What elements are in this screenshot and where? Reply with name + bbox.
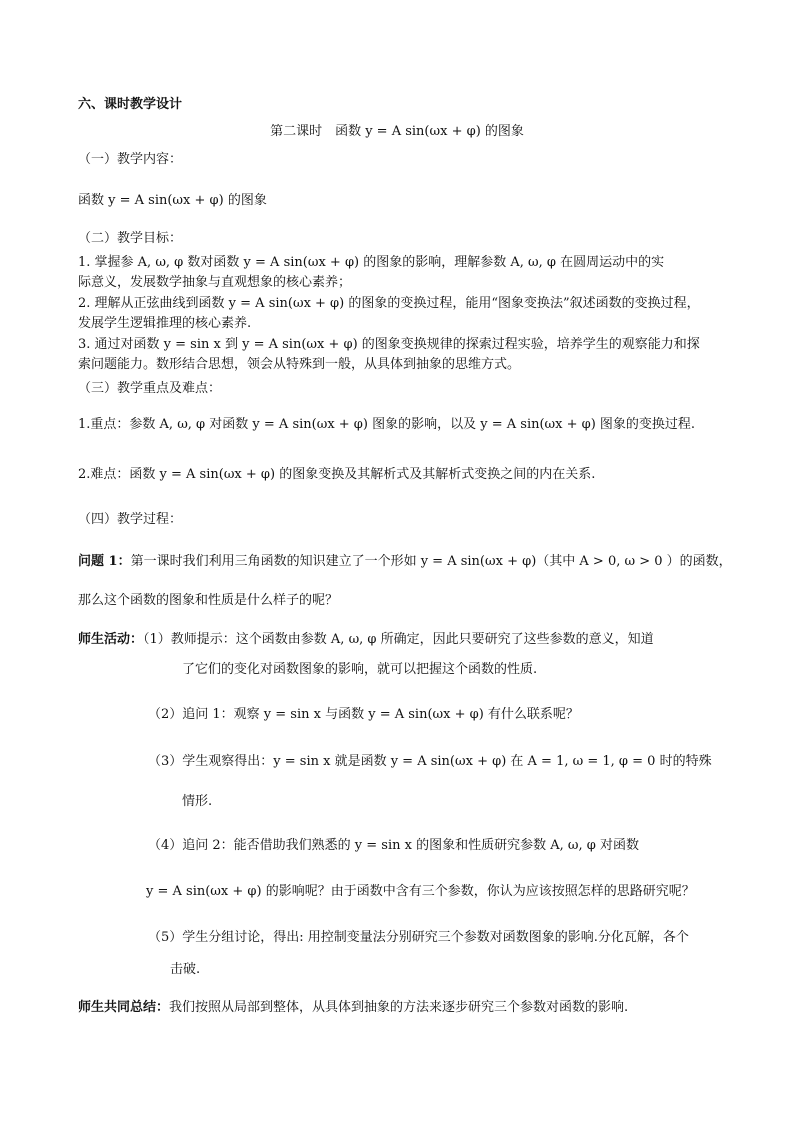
part1-heading: （一）教学内容：: [78, 152, 183, 167]
objective-line: 3. 通过对函数 y = sin x 到 y = A sin(ωx + φ) 的图象变换规律的探索过程实验，培养学生的观察能力和探: [78, 337, 700, 352]
key-point: 1.重点：参数 A, ω, φ 对函数 y = A sin(ωx + φ) 图象的影响，以及 y = A sin(ωx + φ) 图象的变换过程.: [78, 417, 696, 432]
objective-line: 2. 理解从正弦曲线到函数 y = A sin(ωx + φ) 的图象的变换过程，能用“图象变换法”叙述函数的变换过程，: [78, 296, 700, 311]
activity-2: （2）追问 1：观察 y = sin x 与函数 y = A sin(ωx + φ) 有什么联系呢？: [148, 707, 579, 722]
activity-5-cont: 击破.: [170, 962, 201, 977]
part3-heading: （三）教学重点及难点：: [78, 381, 222, 396]
question-1-text: 第一课时我们利用三角函数的知识建立了一个形如 y = A sin(ωx + φ)（其中 A > 0, ω > 0 ）的函数，: [130, 554, 732, 569]
activity-1-cont: 了它们的变化对函数图象的影响，就可以把握这个函数的性质.: [182, 662, 538, 677]
part1-text: 函数 y = A sin(ωx + φ) 的图象: [78, 193, 267, 208]
lesson-title: 第二课时 函数 y = A sin(ωx + φ) 的图象: [270, 124, 524, 139]
part2-heading: （二）教学目标：: [78, 231, 183, 246]
difficulty: 2.难点：函数 y = A sin(ωx + φ) 的图象变换及其解析式及其解析式变换之间的内在关系.: [78, 467, 596, 482]
activity-label: 师生活动：: [78, 632, 144, 647]
question-1-label: 问题 1：: [78, 554, 131, 569]
objective-line: 发展学生逻辑推理的核心素养.: [78, 316, 252, 331]
activity-5: （5）学生分组讨论，得出: 用控制变量法分别研究三个参数对函数图象的影响.分化瓦解，各个: [148, 930, 689, 945]
summary-text: 我们按照从局部到整体，从具体到抽象的方法来逐步研究三个参数对函数的影响.: [169, 1000, 629, 1015]
activity-4: （4）追问 2：能否借助我们熟悉的 y = sin x 的图象和性质研究参数 A, ω, φ 对函数: [148, 838, 639, 853]
summary: [78, 999, 628, 1017]
summary-label: 师生共同总结：: [78, 1000, 170, 1015]
activity-3: （3）学生观察得出：y = sin x 就是函数 y = A sin(ωx + φ) 在 A = 1, ω = 1, φ = 0 时的特殊: [148, 754, 712, 769]
objective-line: 索问题能力。数形结合思想，领会从特殊到一般，从具体到抽象的思维方式。: [78, 357, 521, 372]
activity-1: [78, 631, 654, 649]
activity-1-text: （1）教师提示：这个函数由参数 A, ω, φ 所确定，因此只要研究了这些参数的意义，知道: [143, 632, 654, 647]
activity-3-cont: 情形.: [182, 794, 213, 809]
objective-line: 1. 掌握参 A, ω, φ 数对函数 y = A sin(ωx + φ) 的图象的影响，理解参数 A, ω, φ 在圆周运动中的实: [78, 255, 665, 270]
question-1-cont: 那么这个函数的图象和性质是什么样子的呢？: [78, 593, 339, 608]
question-1: [78, 553, 732, 571]
objective-line: 际意义，发展数学抽象与直观想象的核心素养；: [78, 275, 352, 290]
activity-4-cont: y = A sin(ωx + φ) 的影响呢？由于函数中含有三个参数，你认为应该按照怎样的思路研究呢？: [146, 884, 695, 899]
part4-heading: （四）教学过程：: [78, 512, 183, 527]
section-heading: 六、课时教学设计: [78, 97, 183, 112]
